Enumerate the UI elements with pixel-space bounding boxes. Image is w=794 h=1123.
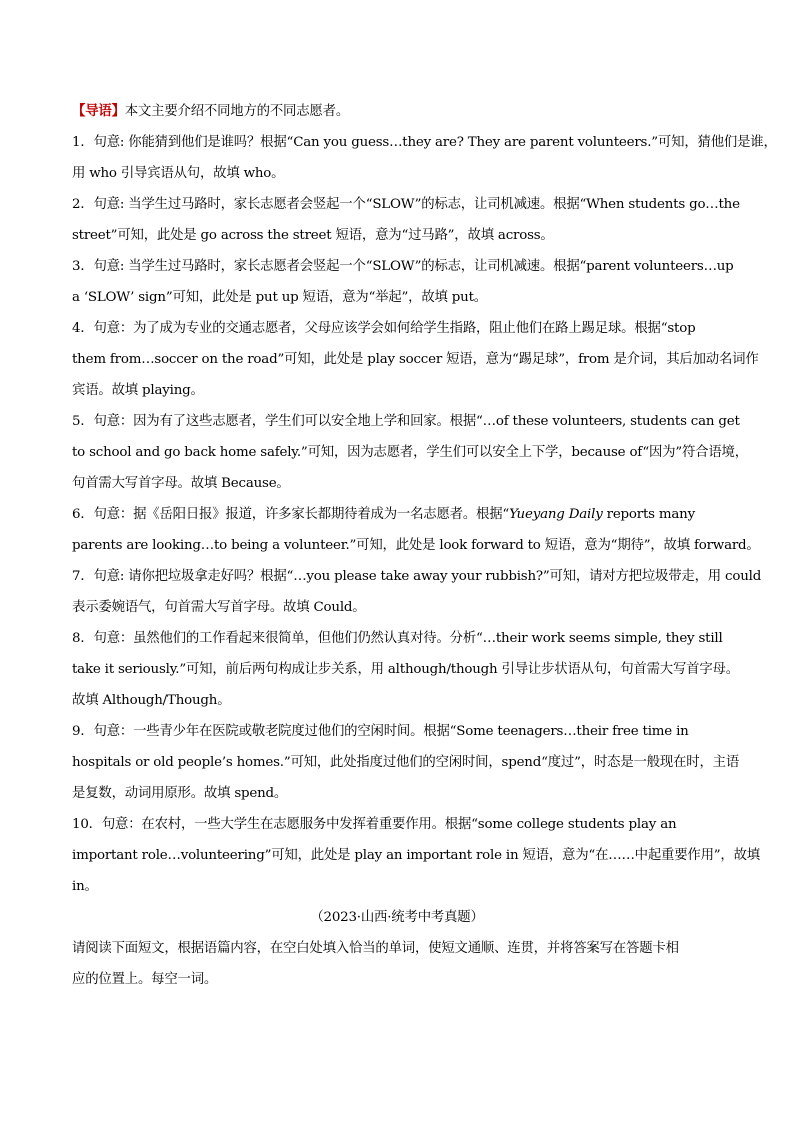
document-page [72, 96, 777, 995]
answer-2-line-2: street”可知，此处是 go across the street 短语，意为“过马路”，故填 across。 [72, 228, 554, 243]
answer-9-line-2: hospitals or old people’s homes.”可知，此处指度过他们的空闲时间，spend“度过”，时态是一般现在时，主语 [72, 755, 740, 770]
answer-10-line-3: in。 [72, 879, 98, 894]
answer-8-line-1: 8．句意：虽然他们的工作看起来很简单，但他们仍然认真对待。分析“…their work seems simple, they still [72, 631, 723, 646]
answer-1-line-2: 用 who 引导宾语从句，故填 who。 [72, 166, 285, 181]
instruction-line-1: 请阅读下面短文，根据语篇内容，在空白处填入恰当的单词，使短文通顺、连贯，并将答案写在答题卡相 [72, 941, 679, 956]
guide-text: 本文主要介绍不同地方的不同志愿者。 [124, 104, 350, 119]
answer-4-line-2: them from…soccer on the road”可知，此处是 play soccer 短语，意为“踢足球”，from 是介词，其后加动名词作 [72, 352, 759, 367]
answer-8-line-3: 故填 Although/Though。 [72, 693, 231, 708]
answer-5-line-2: to school and go back home safely.”可知，因为志愿者，学生们可以安全上下学，because of“因为”符合语境， [72, 445, 748, 460]
answer-3-line-2: a ‘SLOW’ sign”可知，此处是 put up 短语，意为“举起”，故填 put。 [72, 290, 487, 305]
answer-10-line-1: 10．句意：在农村，一些大学生在志愿服务中发挥着重要作用。根据“some college students play an [72, 817, 677, 832]
answer-9-line-3: 是复数，动词用原形。故填 spend。 [72, 786, 288, 801]
exam-source: （2023·山西·统考中考真题） [310, 910, 484, 925]
guide-bracket: 【导语】 [72, 103, 125, 119]
answer-5-line-3: 句首需大写首字母。故填 Because。 [72, 476, 290, 491]
answer-7-line-2: 表示委婉语气，句首需大写首字母。故填 Could。 [72, 600, 366, 615]
answer-5-line-1: 5．句意：因为有了这些志愿者，学生们可以安全地上学和回家。根据“…of these volunteers, students can get [72, 414, 740, 429]
answer-6-lead: 6．句意：据《岳阳日报》报道，许多家长都期待着成为一名志愿者。根据“ [72, 507, 510, 522]
answer-8-line-2: take it seriously.”可知，前后两句构成让步关系，用 although/though 引导让步状语从句，句首需大写首字母。 [72, 662, 739, 677]
answer-6-line-2: parents are looking…to being a volunteer.”可知，此处是 look forward to 短语，意为“期待”，故填 forward。 [72, 538, 760, 553]
answer-4-line-1: 4．句意：为了成为专业的交通志愿者，父母应该学会如何给学生指路，阻止他们在路上踢足球。根据“stop [72, 321, 696, 336]
answer-7-line-1: 7．句意: 请你把垃圾拿走好吗？根据“…you please take away your rubbish?”可知，请对方把垃圾带走，用 could [72, 569, 762, 584]
answer-6-line-1 [72, 499, 722, 530]
answer-2-line-1: 2．句意: 当学生过马路时，家长志愿者会竖起一个“SLOW”的标志，让司机减速。根据“When students go…the [72, 197, 740, 212]
answer-4-line-3: 宾语。故填 playing。 [72, 383, 204, 398]
answer-1-line-1: 1．句意: 你能猜到他们是谁吗？根据“Can you guess…they are? They are parent volunteers.”可知，猜他们是谁， [72, 135, 777, 150]
answer-9-line-1: 9．句意：一些青少年在医院或敬老院度过他们的空闲时间。根据“Some teenagers…their free time in [72, 724, 689, 739]
answer-10-line-2: important role…volunteering”可知，此处是 play an important role in 短语，意为“在……中起重要作用”，故填 [72, 848, 761, 863]
newspaper-title: Yueyang Daily [509, 507, 603, 522]
answer-3-line-1: 3．句意: 当学生过马路时，家长志愿者会竖起一个“SLOW”的标志，让司机减速。根据“parent volunteers…up [72, 259, 734, 274]
instruction-line-2: 应的位置上。每空一词。 [72, 972, 218, 987]
guide-intro [72, 96, 722, 127]
answer-6-tail: reports many [602, 507, 695, 522]
